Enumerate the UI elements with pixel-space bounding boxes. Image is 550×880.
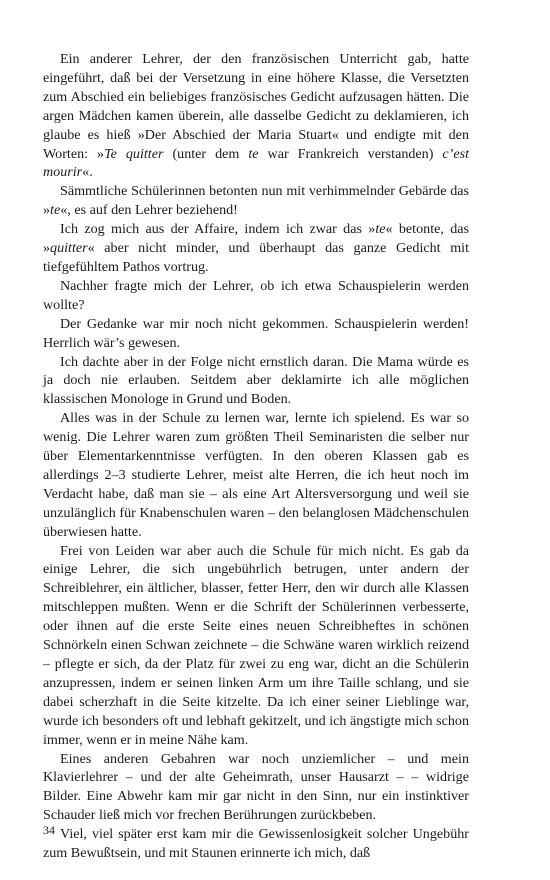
text-run: Der Gedanke war mir noch nicht gekommen. Schauspielerin werden! Herrlich wär’s gewesen. [43, 315, 469, 351]
text-run: « betonte, das » [43, 221, 469, 257]
paragraph [43, 542, 469, 750]
body-text [43, 50, 469, 863]
paragraph [43, 315, 469, 353]
text-run: Frei von Leiden war aber auch die Schule für mich nicht. Es gab da einige Lehrer, die sich ungebührlich betrugen, unter andern der Schreiblehrer, ein ältlicher, blasser, fetter Herr, den wir durch alle Klassen mitschleppen mußten. Wenn er die Schrift der Schülerinnen verbesserte, oder ihnen auf die erste Seite eines neuen Schreibheftes in schönen Schnörkeln einen Schwan zeichnete – die Schwäne waren wirklich reizend – pflegte er sich, da der Platz für zwei zu eng war, dicht an die Schülerin anzupressen, indem er seinen linken Arm um ihre Taille schlang, und sie dabei scherzhaft in die Seite kitzelte. Da ich einer seiner Lieblinge war, wurde ich besonders oft und lebhaft gekitzelt, und ich ängstigte mich schon immer, wenn er in meine Nähe kam. [43, 542, 469, 748]
text-run: (unter dem [163, 145, 249, 162]
italic-run: quitter [50, 240, 88, 257]
italic-run: te [50, 202, 61, 219]
paragraph [43, 277, 469, 315]
italic-run: Te quitter [104, 145, 164, 162]
paragraph [43, 409, 469, 541]
text-run: Nachher fragte mich der Lehrer, ob ich etwa Schauspielerin werden wollte? [43, 277, 469, 313]
italic-run: te [375, 221, 386, 238]
italic-run: c’est mourir [43, 145, 470, 181]
paragraph [43, 750, 469, 826]
text-run: Viel, viel später erst kam mir die Gewissenlosigkeit solcher Ungebühr zum Bewußtsein, und mit Staunen erinnerte ich mich, daß [43, 826, 469, 862]
text-run: Eines anderen Gebahren war noch unziemlicher – und mein Klavierlehrer – und der alte Geheimrath, unser Hausarzt – – widrige Bilder. Eine Abwehr kam mir gar nicht in den Sinn, nur ein instinktiver Schauder ließ mich vor frechen Berührungen zurückbeben. [43, 750, 469, 824]
paragraph [43, 825, 469, 863]
text-run: « aber nicht minder, und überhaupt das ganze Gedicht mit tiefgefühltem Pathos vortrug. [43, 240, 469, 275]
text-run: war Frankreich verstanden) [258, 145, 443, 162]
text-run: «, es auf den Lehrer beziehend! [60, 202, 238, 219]
page-number: 34 [43, 823, 55, 837]
text-run: Ein anderer Lehrer, der den französischen Unterricht gab, hatte eingeführt, daß bei der Versetzung in eine höhere Klasse, die Versetzten zum Abschied ein beliebiges französisches Gedicht aufzusagen hätten. Die argen Mädchen kamen überein, alle dasselbe Gedicht zu deklamieren, ich glaube es hieß »Der Abschied der Maria Stuart« und endigte mit den Worten: » [43, 51, 469, 162]
text-run: Sämmtliche Schülerinnen betonten nun mit verhimmelnder Gebärde das » [43, 183, 469, 219]
italic-run: te [248, 145, 259, 162]
paragraph [43, 182, 469, 220]
text-run: Ich dachte aber in der Folge nicht ernstlich daran. Die Mama würde es ja doch nie erlauben. Seitdem aber deklamirte ich alle möglichen klassischen Monologe in Grund und Boden. [43, 353, 469, 408]
text-run: «. [82, 164, 93, 181]
paragraph [43, 50, 469, 182]
text-run: Ich zog mich aus der Affaire, indem ich zwar das » [60, 221, 376, 238]
paragraph [43, 220, 469, 277]
text-run: Alles was in der Schule zu lernen war, lernte ich spielend. Es war so wenig. Die Lehrer waren zum größten Theil Seminaristen die selber nur über Elementarkenntnisse verfügten. In den oberen Klassen gab es allerdings 2–3 studierte Lehrer, meist alte Herren, die ich heut noch im Verdacht habe, daß man sie – als eine Art Altersversorgung und weil sie unzulänglich für Knabenschulen waren – den belanglosen Mädchenschulen überwiesen hatte. [43, 410, 469, 540]
paragraph [43, 353, 469, 410]
